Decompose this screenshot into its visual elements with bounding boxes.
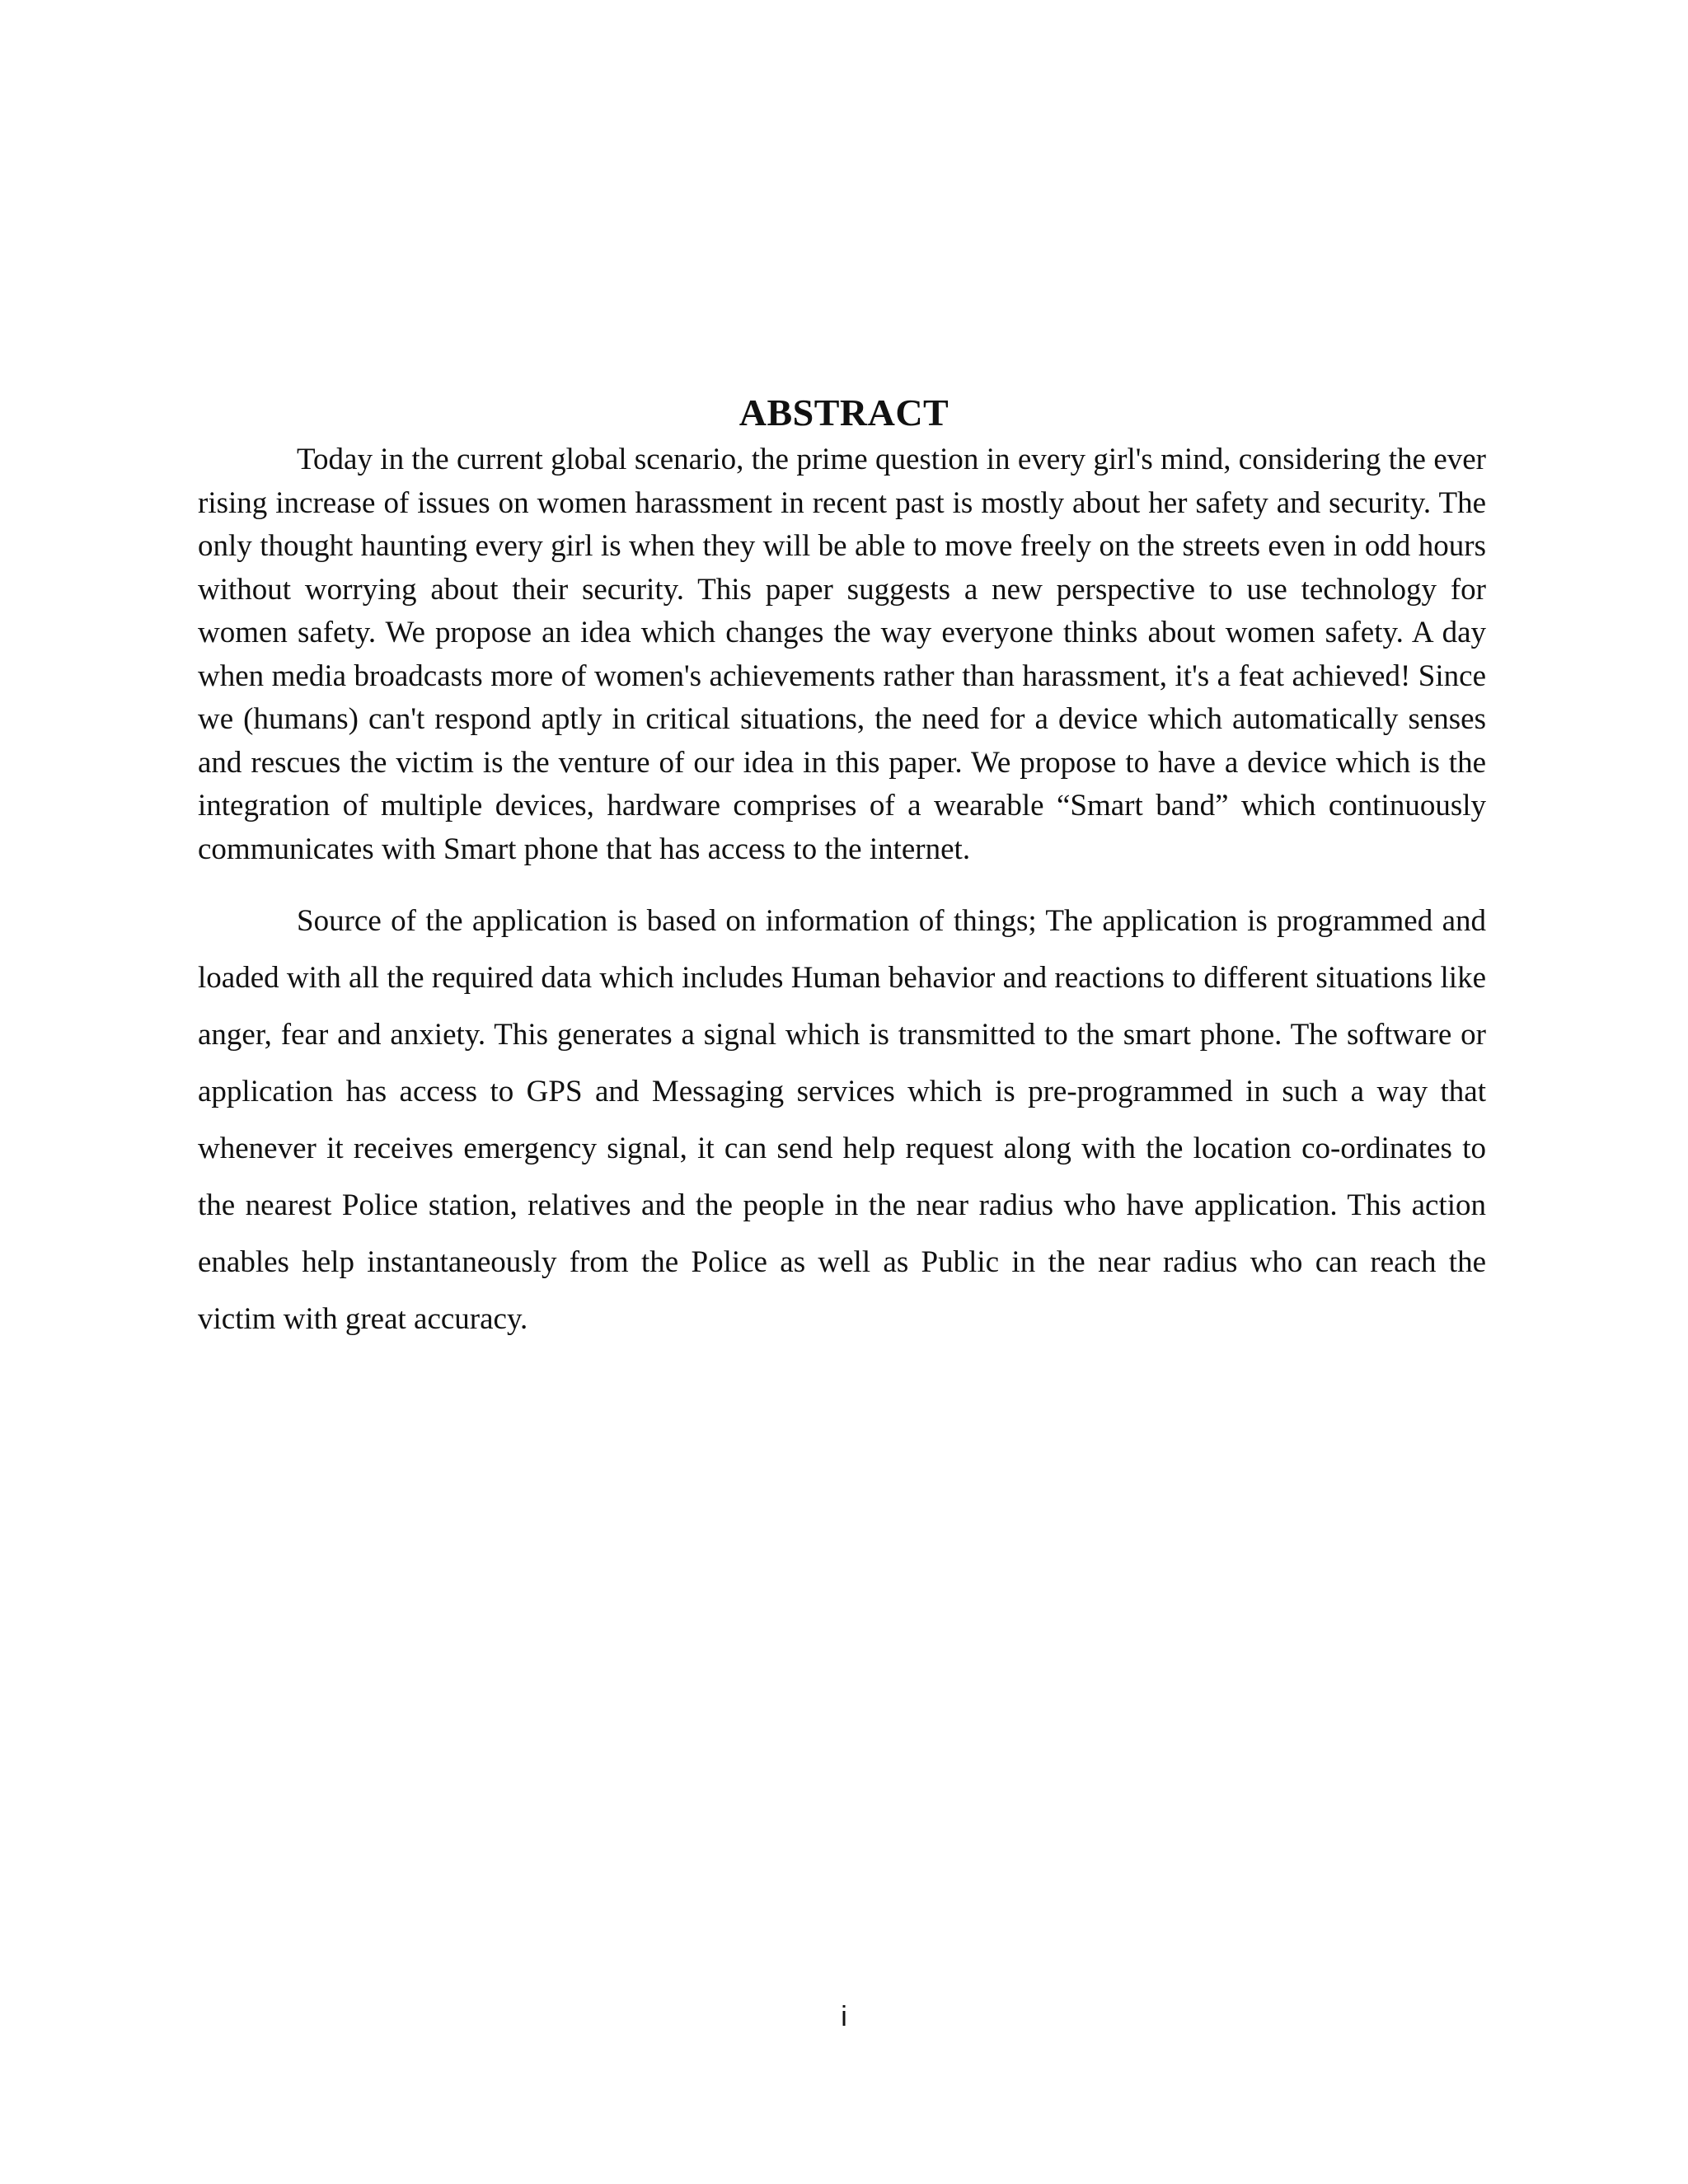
abstract-paragraph-2: Source of the application is based on information of things; The application is programmed and loaded with all the required data which includes Human behavior and reactions to different situations like anger, fear and anxiety. This generates a signal which is transmitted to the smart phone. The software or application has access to GPS and Messaging services which is pre-programmed in such a way that whenever it receives emergency signal, it can send help request along with the location co-ordinates to the nearest Police station, relatives and the people in the near radius who have application. This action enables help instantaneously from the Police as well as Public in the near radius who can reach the victim with great accuracy. <box>198 904 1486 1336</box>
page-number: i <box>841 2001 847 2032</box>
abstract-body <box>198 438 1486 1347</box>
abstract-heading: ABSTRACT <box>738 391 950 434</box>
abstract-paragraph-1: Today in the current global scenario, the prime question in every girl's mind, considering the ever rising increase of issues on women harassment in recent past is mostly about her safety and security. The only thought haunting every girl is when they will be able to move freely on the streets even in odd hours without worrying about their security. This paper suggests a new perspective to use technology for women safety. We propose an idea which changes the way everyone thinks about women safety. A day when media broadcasts more of women's achievements rather than harassment, it's a feat achieved! Since we (humans) can't respond aptly in critical situations, the need for a device which automatically senses and rescues the victim is the venture of our idea in this paper. We propose to have a device which is the integration of multiple devices, hardware comprises of a wearable “Smart band” which continuously communicates with Smart phone that has access to the internet. <box>198 443 1486 866</box>
